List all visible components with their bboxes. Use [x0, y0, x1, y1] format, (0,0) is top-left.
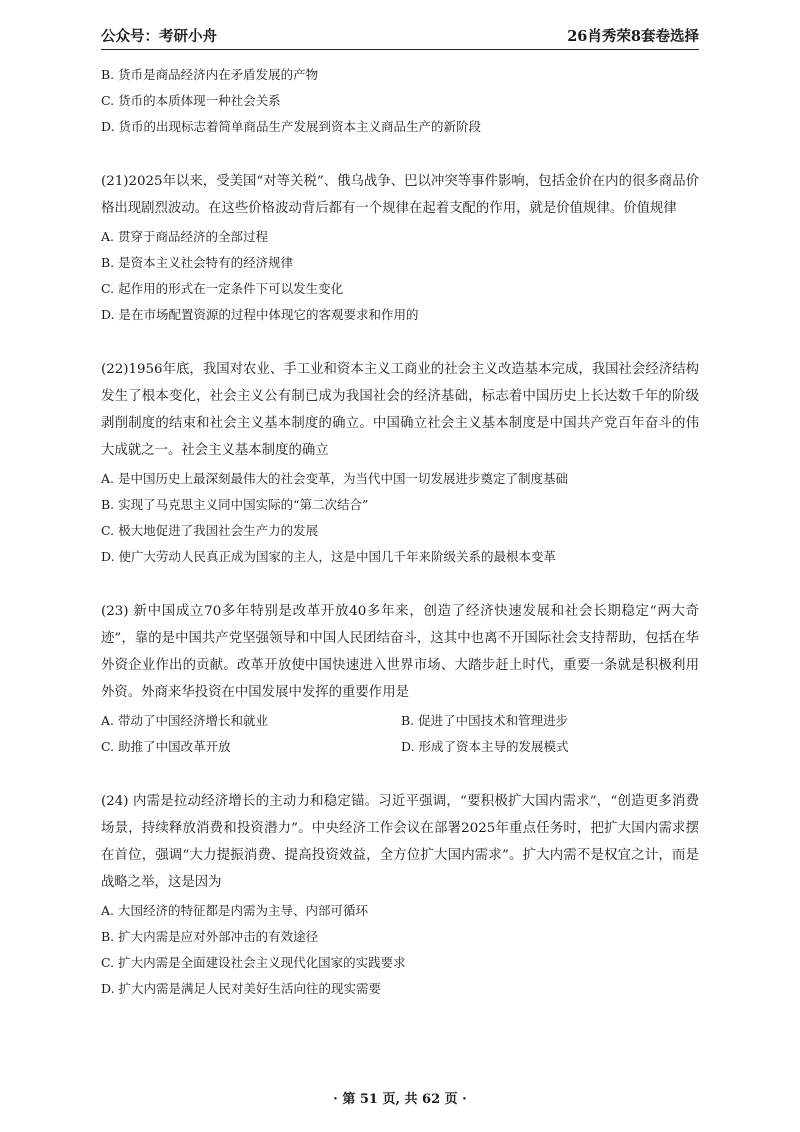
option-a: A. 大国经济的特征都是内需为主导、内部可循环 — [101, 903, 368, 918]
question-23 — [101, 598, 699, 760]
previous-question-options — [101, 62, 699, 140]
option-b: B. 货币是商品经济内在矛盾发展的产物 — [101, 67, 319, 82]
option-b: B. 是资本主义社会特有的经济规律 — [101, 255, 294, 270]
question-23-options — [101, 708, 699, 760]
option-d: D. 是在市场配置资源的过程中体现它的客观要求和作用的 — [101, 307, 419, 322]
question-21 — [101, 168, 699, 328]
option-d: D. 使广大劳动人民真正成为国家的主人，这是中国几千年来阶级关系的最根本变革 — [101, 549, 557, 564]
question-23-stem: (23) 新中国成立70多年特别是改革开放40多年来，创造了经济快速发展和社会长期稳定“两大奇迹”，靠的是中国共产党坚强领导和中国人民团结奋斗，这其中也离不开国际社会支持帮助，包括在华外资企业作出的贡献。改革开放使中国快速进入世界市场、大踏步赶上时代，重要一条就是积极利用外资。外商来华投资在中国发展中发挥的重要作用是 — [101, 604, 699, 700]
option-d: D. 货币的出现标志着简单商品生产发展到资本主义商品生产的新阶段 — [101, 119, 482, 134]
option-c: C. 货币的本质体现一种社会关系 — [101, 93, 281, 108]
option-a: A. 是中国历史上最深刻最伟大的社会变革，为当代中国一切发展进步奠定了制度基础 — [101, 471, 568, 486]
question-24-stem: (24) 内需是拉动经济增长的主动力和稳定锚。习近平强调，“要积极扩大国内需求”，“创造更多消费场景，持续释放消费和投资潜力”。中央经济工作会议在部署2025年重点任务时，把扩大国内需求摆在首位，强调“大力提振消费、提高投资效益，全方位扩大国内需求”。扩大内需不是权宜之计，而是战略之举，这是因为 — [101, 794, 699, 890]
page-content — [101, 62, 699, 1002]
question-22 — [101, 356, 699, 570]
page-header — [101, 22, 699, 50]
question-24 — [101, 788, 699, 1002]
option-b: B. 实现了马克思主义同中国实际的“第二次结合” — [101, 497, 369, 512]
option-d: D. 形成了资本主导的发展模式 — [401, 739, 569, 754]
page-number: · 第 51 页, 共 62 页 · — [333, 1092, 467, 1107]
option-b: B. 促进了中国技术和管理进步 — [401, 713, 569, 728]
header-left-text: 公众号：考研小舟 — [101, 28, 217, 45]
option-a: A. 带动了中国经济增长和就业 — [101, 713, 268, 728]
option-d: D. 扩大内需是满足人民对美好生活向往的现实需要 — [101, 981, 382, 996]
option-c: C. 起作用的形式在一定条件下可以发生变化 — [101, 281, 344, 296]
option-a: A. 贯穿于商品经济的全部过程 — [101, 229, 268, 244]
option-b: B. 扩大内需是应对外部冲击的有效途径 — [101, 929, 319, 944]
question-22-stem: (22)1956年底，我国对农业、手工业和资本主义工商业的社会主义改造基本完成，我国社会经济结构发生了根本变化，社会主义公有制已成为我国社会的经济基础，标志着中国历史上长达数千年的阶级剥削制度的结束和社会主义基本制度的确立。中国确立社会主义基本制度是中国共产党百年奋斗的伟大成就之一。社会主义基本制度的确立 — [101, 362, 699, 458]
option-c: C. 扩大内需是全面建设社会主义现代化国家的实践要求 — [101, 955, 406, 970]
question-21-stem: (21)2025年以来，受美国“对等关税”、俄乌战争、巴以冲突等事件影响，包括金价在内的很多商品价格出现剧烈波动。在这些价格波动背后都有一个规律在起着支配的作用，就是价值规律。价值规律 — [101, 174, 699, 216]
option-c: C. 助推了中国改革开放 — [101, 739, 231, 754]
header-right-text: 26肖秀荣8套卷选择 — [567, 28, 699, 45]
option-c: C. 极大地促进了我国社会生产力的发展 — [101, 523, 319, 538]
